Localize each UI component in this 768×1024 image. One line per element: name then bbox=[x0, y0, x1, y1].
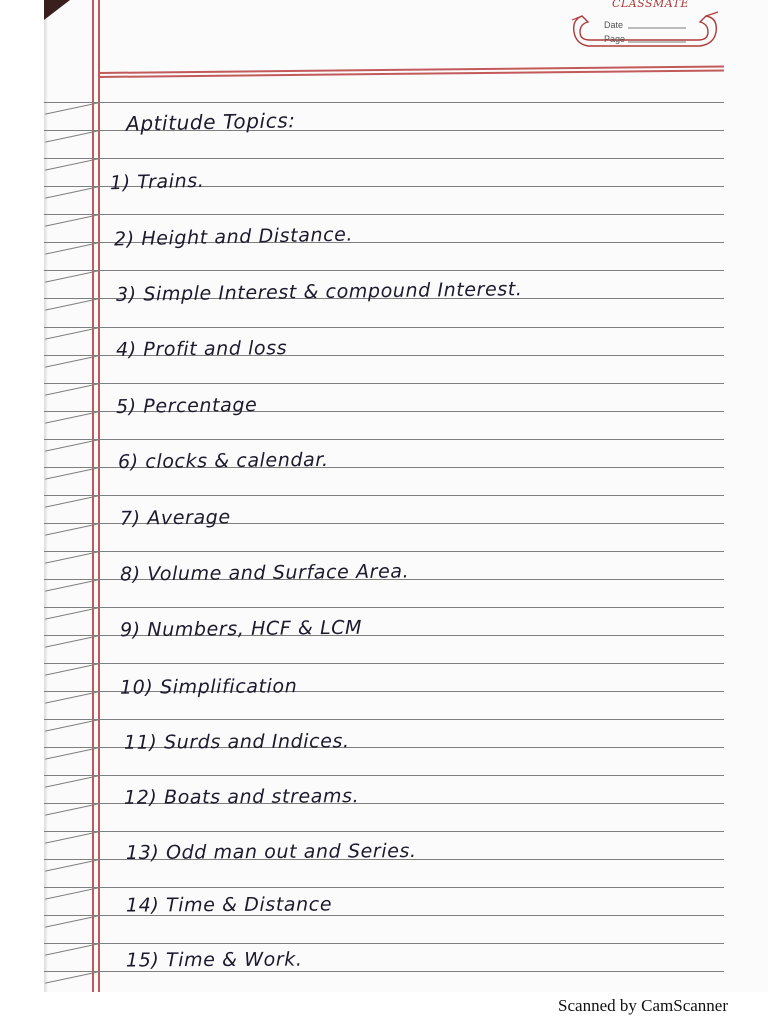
ruled-line bbox=[44, 383, 724, 384]
topic-item: 7) Average bbox=[119, 506, 231, 530]
scanner-watermark: Scanned by CamScanner bbox=[558, 996, 728, 1015]
ruled-line bbox=[44, 551, 724, 552]
ruled-line bbox=[44, 887, 724, 888]
ruled-line bbox=[44, 158, 724, 159]
ruled-line bbox=[44, 102, 724, 103]
ruled-line bbox=[44, 327, 724, 328]
topic-item: 2) Height and Distance. bbox=[113, 223, 354, 251]
date-page-scroll-icon bbox=[568, 10, 720, 54]
topic-item: 11) Surds and Indices. bbox=[123, 730, 350, 754]
topic-item: 6) clocks & calendar. bbox=[117, 448, 329, 474]
topic-item: 8) Volume and Surface Area. bbox=[119, 560, 410, 586]
ruled-line bbox=[44, 775, 724, 776]
topic-item: 1) Trains. bbox=[109, 169, 205, 195]
topic-item: 10) Simplification bbox=[119, 675, 298, 699]
ruled-line bbox=[44, 270, 724, 271]
topic-item: 4) Profit and loss bbox=[115, 337, 288, 361]
notebook-brand: CLASSMATE bbox=[612, 0, 690, 10]
ruled-line bbox=[44, 214, 724, 215]
topic-item: 14) Time & Distance bbox=[125, 893, 333, 917]
topic-item: 13) Odd man out and Series. bbox=[125, 839, 417, 865]
ruled-line bbox=[44, 439, 724, 440]
topic-item: 3) Simple Interest & compound Interest. bbox=[115, 278, 523, 306]
date-label: Date bbox=[604, 20, 624, 30]
ruled-line bbox=[44, 831, 724, 832]
topic-item: 12) Boats and streams. bbox=[123, 785, 360, 809]
ruled-line bbox=[44, 719, 724, 720]
ruled-line bbox=[44, 495, 724, 496]
ruled-line bbox=[44, 943, 724, 944]
topic-item: 9) Numbers, HCF & LCM bbox=[119, 616, 363, 642]
ruled-line bbox=[44, 607, 724, 608]
ruled-line bbox=[44, 663, 724, 664]
notes-title: Aptitude Topics: bbox=[125, 108, 296, 136]
topic-item: 5) Percentage bbox=[115, 394, 258, 418]
page-label: Page bbox=[604, 34, 626, 44]
topic-item: 15) Time & Work. bbox=[125, 948, 303, 972]
